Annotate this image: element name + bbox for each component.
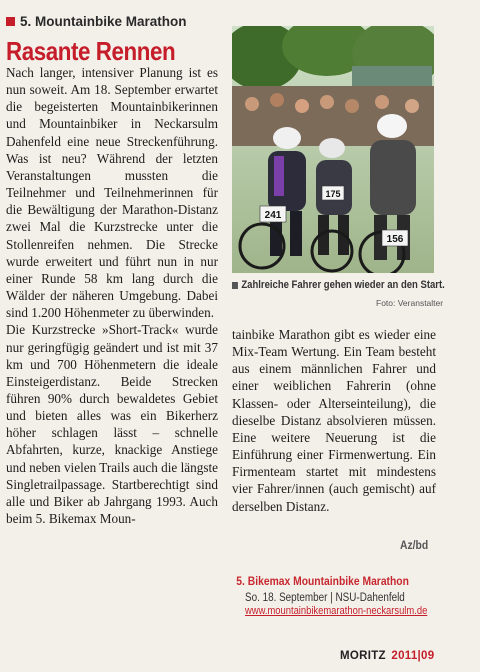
caption-text: Zahlreiche Fahrer gehen wieder an den Start. <box>241 279 445 291</box>
red-square-bullet-icon <box>6 17 15 26</box>
issue-number: 2011|09 <box>391 650 435 662</box>
article-column-right <box>232 326 436 515</box>
event-title-text: 5. Bikemax Mountainbike Marathon <box>236 574 409 588</box>
kicker-text: 5. Mountainbike Marathon <box>20 14 187 29</box>
bib-number: 241 <box>264 210 282 221</box>
bib-number: 156 <box>386 234 404 245</box>
event-info-box <box>232 574 434 617</box>
event-info-title <box>232 574 409 588</box>
article-photo <box>232 26 434 273</box>
photo-caption <box>232 279 445 291</box>
page-footer <box>340 650 434 662</box>
section-kicker <box>6 14 187 29</box>
photo-credit: Foto: Veranstalter <box>376 298 444 308</box>
cyclists-photo-illustration <box>232 26 434 273</box>
article-column-left <box>6 64 218 527</box>
bib-number: 175 <box>325 189 341 199</box>
article-paragraph: Die Kurzstrecke »Short-Track« wurde nur geringfügig geändert und ist mit 37 km und 700 Höhenmetern die ideale Einsteigerdistanz. Beide Strecken führen 90% durch bewaldetes Gebiet und bieten alles was ein Bikerherz höher schlagen lässt – schnelle Abfahrten, kurze, knackige Anstiege und neben vielen Trails auch die längste Singletrailpassage. Startberechtigt sind alle und Biker ab Jahrgang 1993. Auch beim 5. Bikemax Moun- <box>6 322 218 527</box>
event-website-link[interactable]: www.mountainbikemarathon-neckarsulm.de <box>245 605 428 617</box>
article-headline: Rasante Rennen <box>6 36 176 66</box>
magazine-name: MORITZ <box>340 650 386 662</box>
article-paragraph: Nach langer, intensiver Planung ist es nun soweit. Am 18. September erwartet die begeisterten Mountainbikerinnen und Mountainbiker in Neckarsulm Dahenfeld eine neue Streckenführung. Was ist neu? Während der letzten Veranstaltungen mussten die Teilnehmer und Teilnehmerinnen für die Bewältigung der Marathon-Distanz zwei Mal die Kurzstrecke unter die Stollenreifen nehmen. Die Strecke wurde erweitert und führt nun in nur einer Runde 58 km lang durch die Wälder der näheren Umgebung. Dabei sind 1.200 Höhenmeter zu überwinden. <box>6 65 218 321</box>
author-signoff: Az/bd <box>400 540 429 552</box>
caption-square-icon <box>232 282 238 289</box>
event-date-location: So. 18. September | NSU-Dahenfeld <box>245 592 405 604</box>
article-paragraph: tainbike Marathon gibt es wieder eine Mix-Team Wertung. Ein Team besteht aus einem männlichen Fahrer und einer weiblichen Fahrerin (ohne Klassen- oder Alterseinteilung), die dieselbe Distanz absolvieren müssen. Eine weitere Neuerung ist die Einführung einer Firmenwertung. Ein Firmenteam startet mit mindestens vier Fahrer/innen (auch gemischt) auf derselben Distanz. <box>232 327 436 514</box>
